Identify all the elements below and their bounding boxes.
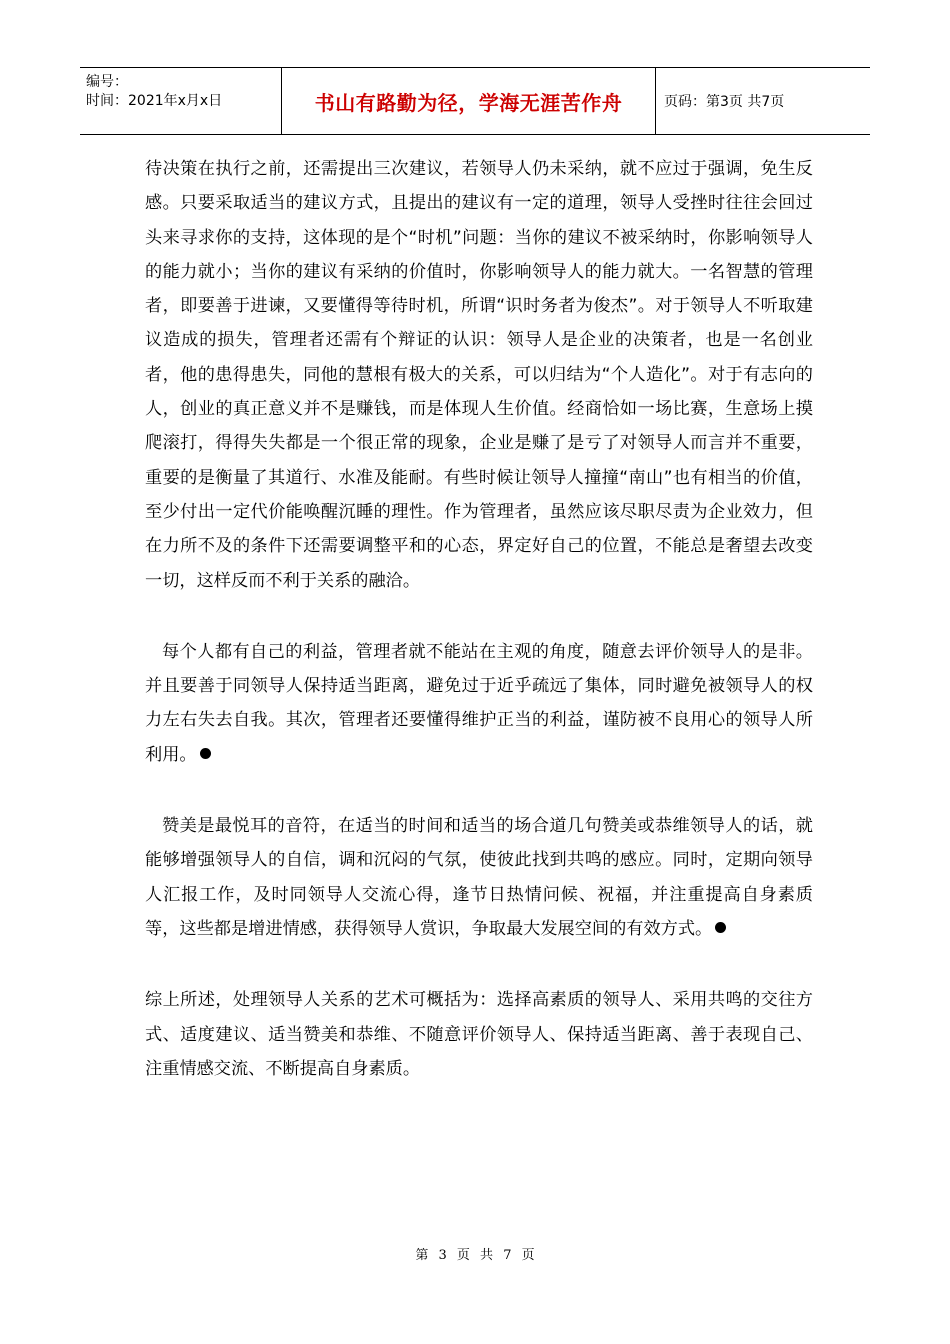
document-body (145, 152, 813, 1086)
header-page-info: 页码：第3页 共7页 (664, 94, 785, 110)
document-number-label: 编号： (86, 74, 128, 90)
paragraph-4: 综上所述，处理领导人关系的艺术可概括为：选择高素质的领导人、采用共鸣的交往方式、适度建议、适当赞美和恭维、不随意评价领导人、保持适当距离、善于表现自己、注重情感交流、不断提高自身素质。 (145, 990, 813, 1079)
paragraph-3-text: 赞美是最悦耳的音符，在适当的时间和适当的场合道几句赞美或恭维领导人的话，就能够增强领导人的自信，调和沉闷的气氛，使彼此找到共鸣的感应。同时，定期向领导人汇报工作，及时同领导人交流心得，逢节日热情问候、祝福，并注重提高自身素质等，这些都是增进情感，获得领导人赏识，争取最大发展空间的有效方式。 (145, 816, 813, 939)
page-footer: 第 3 页 共 7 页 (415, 1248, 535, 1263)
paragraph-2 (145, 635, 813, 772)
bullet-dot-icon (200, 748, 211, 759)
document-time-label: 时间：2021年x月x日 (86, 93, 223, 109)
bullet-dot-icon (715, 922, 726, 933)
header-motto: 书山有路勤为径，学海无涯苦作舟 (282, 68, 656, 134)
paragraph-3 (145, 809, 813, 946)
header-meta (80, 68, 282, 134)
page-header (80, 67, 870, 135)
paragraph-1: 待决策在执行之前，还需提出三次建议，若领导人仍未采纳，就不应过于强调，免生反感。只要采取适当的建议方式，且提出的建议有一定的道理，领导人受挫时往往会回过头来寻求你的支持，这体现的是个“时机”问题：当你的建议不被采纳时，你影响领导人的能力就小；当你的建议有采纳的价值时，你影响领导人的能力就大。一名智慧的管理者，即要善于进谏，又要懂得等待时机，所谓“识时务者为俊杰”。对于领导人不听取建议造成的损失，管理者还需有个辩证的认识：领导人是企业的决策者，也是一名创业者，他的患得患失，同他的慧根有极大的关系，可以归结为“个人造化”。对于有志向的人，创业的真正意义并不是赚钱，而是体现人生价值。经商恰如一场比赛，生意场上摸爬滚打，得得失失都是一个很正常的现象，企业是赚了是亏了对领导人而言并不重要，重要的是衡量了其道行、水准及能耐。有些时候让领导人撞撞“南山”也有相当的价值，至少付出一定代价能唤醒沉睡的理性。作为管理者，虽然应该尽职尽责为企业效力，但在力所不及的条件下还需要调整平和的心态，界定好自己的位置，不能总是奢望去改变一切，这样反而不利于关系的融洽。 (145, 159, 813, 591)
paragraph-2-text: 每个人都有自己的利益，管理者就不能站在主观的角度，随意去评价领导人的是非。并且要善于同领导人保持适当距离，避免过于近乎疏远了集体，同时避免被领导人的权力左右失去自我。其次，管理者还要懂得维护正当的利益，谨防被不良用心的领导人所利用。 (145, 641, 813, 765)
